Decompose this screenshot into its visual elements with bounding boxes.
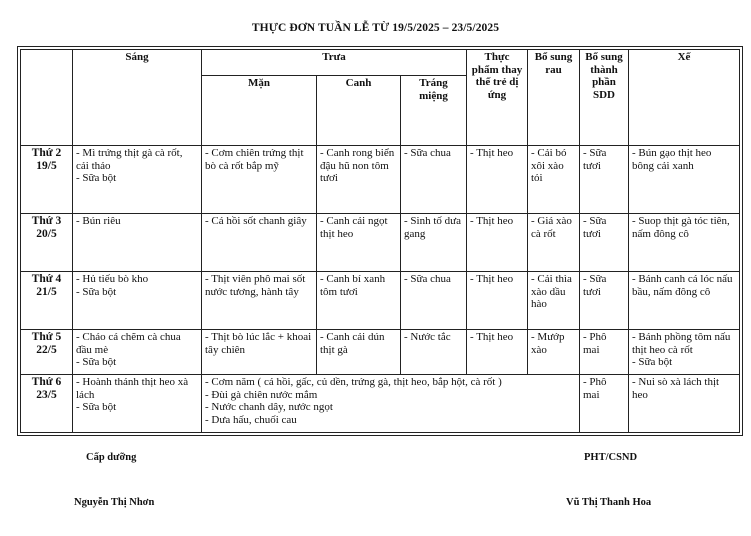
rau-cell: - Cải thìa xào dầu hào <box>528 272 580 330</box>
table-row <box>21 272 740 330</box>
xe-line: - Bánh canh cá lóc nấu bầu, nấm đông cô <box>632 273 733 298</box>
xe-line: - Suop thịt gà tóc tiên, nấm đông cô <box>632 215 730 240</box>
xe-line: - Bún gạo thịt heo bông cải xanh <box>632 147 712 172</box>
day-cell <box>21 272 73 330</box>
sdd-cell: - Sữa tươi <box>580 272 629 330</box>
sang-cell <box>73 272 202 330</box>
day-label: Thứ 3 <box>31 215 62 227</box>
xe-line: - Sữa bột <box>632 356 673 368</box>
day-label: Thứ 4 <box>31 273 62 285</box>
signature-right-role: PHT/CSND <box>584 452 638 463</box>
day-date: 23/5 <box>36 389 57 401</box>
sang-line: - Sữa bột <box>76 285 117 298</box>
thay-the-cell: - Thịt heo <box>467 214 528 272</box>
header-canh: Canh <box>317 76 401 146</box>
thay-the-cell: - Thịt heo <box>467 330 528 375</box>
trang-mieng-cell: - Sữa chua <box>401 146 467 214</box>
day-cell <box>21 214 73 272</box>
header-bo-sung-sdd: Bổ sung thành phần SDD <box>580 50 629 146</box>
header-trua: Trưa <box>202 50 467 76</box>
table-row <box>21 214 740 272</box>
sang-line: - Cháo cá chẽm cà chua đầu mè <box>76 331 181 356</box>
table-row <box>21 330 740 375</box>
header-xe: Xế <box>629 50 740 146</box>
canh-cell: - Canh rong biển đậu hũ non tôm tươi <box>317 146 401 214</box>
sang-cell <box>73 375 202 433</box>
xe-cell <box>629 146 740 214</box>
canh-cell: - Canh bí xanh tôm tươi <box>317 272 401 330</box>
header-trang-mieng: Tráng miệng <box>401 76 467 146</box>
rau-cell: - Giá xào cà rốt <box>528 214 580 272</box>
sdd-cell: - Sữa tươi <box>580 146 629 214</box>
sang-cell <box>73 214 202 272</box>
sang-line: - Sữa bột <box>76 401 117 413</box>
man-cell: - Cơm chiên trứng thịt bò cà rốt bắp mỹ <box>202 146 317 214</box>
trua-line: - Cơm năm ( cá hồi, gấc, củ dền, trứng gà, thịt heo, bắp hột, cà rốt ) <box>205 376 502 388</box>
day-label: Thứ 6 <box>31 376 62 388</box>
rau-cell: - Cải bó xôi xào tỏi <box>528 146 580 214</box>
table-row <box>21 375 740 433</box>
man-cell: - Thịt bò lúc lắc + khoai tây chiên <box>202 330 317 375</box>
table-row <box>21 146 740 214</box>
trang-mieng-cell: - Sinh tố dưa gang <box>401 214 467 272</box>
day-date: 20/5 <box>36 228 57 240</box>
day-cell <box>21 375 73 433</box>
document-title: THỰC ĐƠN TUẦN LỄ TỪ 19/5/2025 – 23/5/2025 <box>251 22 500 34</box>
day-date: 22/5 <box>36 344 57 356</box>
header-sang: Sáng <box>73 50 202 146</box>
xe-cell <box>629 214 740 272</box>
trang-mieng-cell: - Sữa chua <box>401 272 467 330</box>
signature-left-name: Nguyễn Thị Nhơn <box>74 497 155 508</box>
signature-left-role: Cấp dưỡng <box>86 452 137 463</box>
header-day <box>21 50 73 146</box>
sang-line: - Sữa bột <box>76 172 117 184</box>
sang-line: - Mì trứng thịt gà cà rốt, cải thảo <box>76 147 183 172</box>
sang-line: - Hoành thánh thịt heo xà lách <box>76 376 189 401</box>
day-label: Thứ 5 <box>31 331 62 343</box>
day-date: 21/5 <box>36 286 57 298</box>
day-cell <box>21 330 73 375</box>
header-row-1 <box>21 50 740 76</box>
canh-cell: - Canh cải ngọt thịt heo <box>317 214 401 272</box>
xe-cell <box>629 330 740 375</box>
xe-cell <box>629 375 740 433</box>
trua-line: - Đùi gà chiên nước mắm <box>205 388 318 401</box>
sang-cell <box>73 330 202 375</box>
xe-line: - Nui sò xà lách thịt heo <box>632 376 720 401</box>
signature-right-name: Vũ Thị Thanh Hoa <box>566 497 652 508</box>
sang-line: - Bún riêu <box>76 215 121 227</box>
rau-cell: - Mướp xào <box>528 330 580 375</box>
xe-line: - Bánh phồng tôm nấu thịt heo cà rốt <box>632 331 731 356</box>
trang-mieng-cell: - Nước tắc <box>401 330 467 375</box>
sdd-cell: - Sữa tươi <box>580 214 629 272</box>
xe-cell <box>629 272 740 330</box>
trua-combined-cell <box>202 375 580 433</box>
trua-line: - Nước chanh dây, nước ngọt <box>205 401 333 413</box>
man-cell: - Cá hồi sốt chanh giây <box>202 214 317 272</box>
weekly-menu-table <box>20 49 740 433</box>
sang-cell <box>73 146 202 214</box>
header-man: Mặn <box>202 76 317 146</box>
sdd-cell: - Phô mai <box>580 375 629 433</box>
sdd-cell: - Phô mai <box>580 330 629 375</box>
thay-the-cell: - Thịt heo <box>467 146 528 214</box>
sang-line: - Hủ tiếu bò kho <box>76 273 149 285</box>
thay-the-cell: - Thịt heo <box>467 272 528 330</box>
canh-cell: - Canh cải dún thịt gà <box>317 330 401 375</box>
day-date: 19/5 <box>36 160 57 172</box>
trua-line: - Dưa hấu, chuối cau <box>205 413 297 426</box>
header-bo-sung-rau: Bổ sung rau <box>528 50 580 146</box>
sang-line: - Sữa bột <box>76 356 117 368</box>
day-cell <box>21 146 73 214</box>
day-label: Thứ 2 <box>31 147 62 159</box>
man-cell: - Thịt viên phô mai sốt nước tương, hành tây <box>202 272 317 330</box>
header-thuc-pham: Thực phẩm thay thế trẻ dị ứng <box>467 50 528 146</box>
